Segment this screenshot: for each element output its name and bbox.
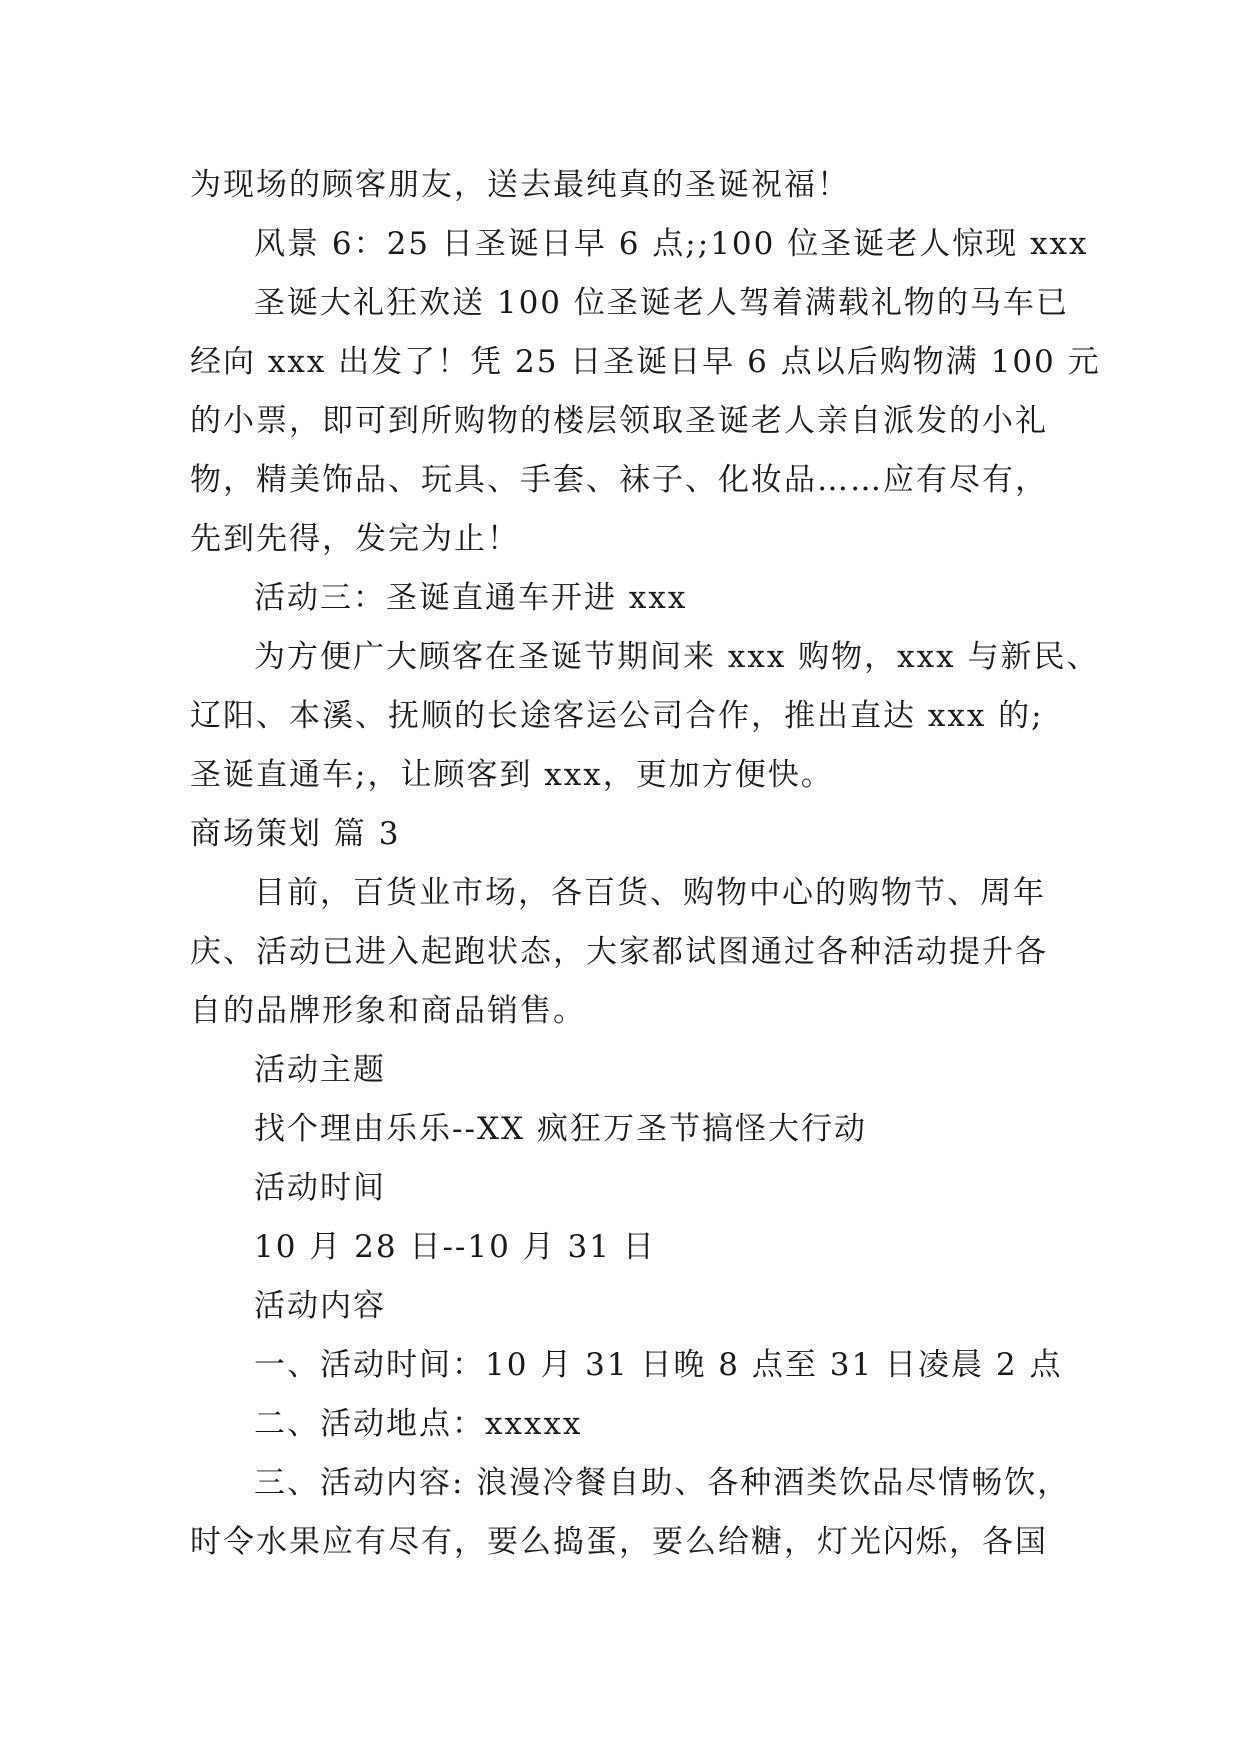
text-line: 为现场的顾客朋友，送去最纯真的圣诞祝福！ [190,167,850,203]
text-line: 10 月 28 日--10 月 31 日 [254,1229,656,1265]
text-line: 先到先得，发完为止！ [190,521,520,557]
text-line: 经向 xxx 出发了！凭 25 日圣诞日早 6 点以后购物满 100 元 [190,344,1101,380]
text-line: 庆、活动已进入起跑状态，大家都试图通过各种活动提升各 [190,934,1048,970]
text-line: 物，精美饰品、玩具、手套、袜子、化妆品……应有尽有， [190,462,1048,498]
document-body [190,156,1101,1572]
text-line: 活动三：圣诞直通车开进 xxx [254,580,688,616]
text-line: 三、活动内容: 浪漫冷餐自助、各种酒类饮品尽情畅饮， [254,1465,1071,1501]
text-line: 活动主题 [254,1052,386,1088]
text-line: 目前，百货业市场，各百货、购物中心的购物节、周年 [254,875,1046,911]
text-line: 为方便广大顾客在圣诞节期间来 xxx 购物，xxx 与新民、 [254,639,1100,675]
text-line: 风景 6：25 日圣诞日早 6 点;;100 位圣诞老人惊现 xxx [254,226,1089,262]
text-line: 活动内容 [254,1288,386,1324]
text-line: 圣诞直通车;，让顾客到 xxx，更加方便快。 [190,757,834,793]
text-line: 找个理由乐乐--XX 疯狂万圣节搞怪大行动 [254,1111,867,1147]
text-line: 一、活动时间：10 月 31 日晚 8 点至 31 日凌晨 2 点 [254,1347,1063,1383]
text-line: 的小票，即可到所购物的楼层领取圣诞老人亲自派发的小礼 [190,403,1048,439]
text-line: 二、活动地点：xxxxx [254,1406,583,1442]
section-heading: 商场策划 篇 3 [190,816,401,852]
text-line: 自的品牌形象和商品销售。 [190,993,586,1029]
text-line: 时令水果应有尽有，要么捣蛋，要么给糖，灯光闪烁，各国 [190,1524,1048,1560]
text-line: 圣诞大礼狂欢送 100 位圣诞老人驾着满载礼物的马车已 [254,285,1069,321]
text-line: 活动时间 [254,1170,386,1206]
text-line: 辽阳、本溪、抚顺的长途客运公司合作，推出直达 xxx 的; [190,698,1044,734]
